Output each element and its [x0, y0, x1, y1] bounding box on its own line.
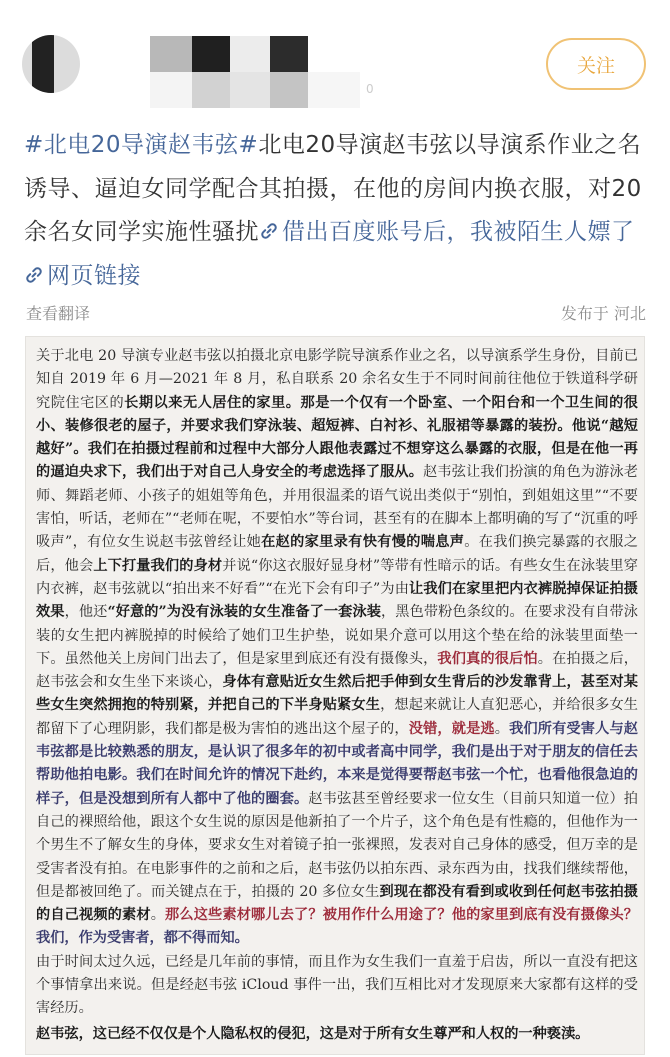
statement-segment: 我们真的很后怕 — [437, 650, 538, 667]
statement-segment: 我们所有受害人与赵韦弦都是比较熟悉的朋友，是认识了很多年的初中或者高中同学，我们是出于对于朋友的信任去帮助他拍电影。我们在时间允许的情况下赴约，本来是觉得要帮赵韦弦一个忙，也看他很急迫的样子，但是没想到所有人都中了他的圈套。 — [36, 720, 638, 807]
post-header — [0, 0, 670, 120]
avatar[interactable] — [22, 35, 80, 93]
post-text — [24, 124, 650, 298]
statement-segment: “好意的”为没有泳装的女生准备了一套泳装 — [107, 604, 382, 621]
statement-conclusion: 赵韦弦，这已经不仅仅是个人隐私权的侵犯，这是对于所有女生尊严和人权的一种亵渎。 — [36, 1025, 590, 1042]
statement-segment: 。 — [494, 720, 510, 737]
statement-paragraph-1 — [36, 345, 638, 951]
statement-segment: 。在拍摄之后，赵韦弦会和女生坐下来谈心， — [36, 650, 638, 691]
link-article-text: 借出百度账号后，我被陌生人嫖了 — [282, 219, 635, 245]
statement-segment: ，他还 — [64, 604, 108, 621]
hashtag-link[interactable]: #北电20导演赵韦弦# — [24, 132, 259, 158]
statement-image[interactable] — [25, 336, 645, 1055]
link-webpage-text: 网页链接 — [47, 262, 141, 289]
link-icon — [259, 221, 279, 241]
translate-button[interactable]: 查看翻译 — [26, 304, 91, 323]
statement-segment: 赵韦弦甚至曾经要求一位女生（目前只知道一位）拍自己的裸照给他，跟这个女生说的原因是他新拍了一个片子，这个角色是有性瘾的，但他作为一个男生不了解女生的身体，要求女生对着镜子拍一张裸照，发表对自己身体的感受，但万幸的是受害者没有拍。在电影事件的之前和之后，赵韦弦仍以拍东西、录东西为由，找我们继续帮他，但是都被回绝了。而关键点在于，拍摄的 20 多位女生 — [36, 790, 638, 900]
username-censored[interactable] — [150, 36, 360, 108]
statement-segment: 在赵的家里录有快有慢的喘息声 — [261, 534, 465, 551]
statement-segment: 。在我们换完暴露的衣服之后，他会 — [36, 534, 638, 574]
post-location: 发布于 河北 — [560, 304, 646, 323]
statement-segment: 并说“你这衣服好显身材”等带有性暗示的话。有些女生在泳装里穿内衣裤，赵韦弦就以“拍出来不好看”“在光下会有印子”为由 — [36, 557, 638, 597]
statement-segment: 那么这些素材哪儿去了？被用作什么用途了？他的家里到底有没有摄像头？ — [165, 907, 638, 924]
link-icon — [24, 265, 44, 285]
statement-segment: 没错，就是逃 — [408, 720, 495, 737]
statement-segment: ，黑色带粉色条纹的。在要求没有自带泳装的女生把内裤脱掉的时候给了她们卫生护垫，说如果介意可以用这个垫在给的泳装里面垫一下。虽然他关上房间门出去了，但是家里到底还有没有摄像头， — [36, 604, 638, 667]
post-meta-partial: 0 — [366, 82, 374, 96]
post-body: 北电20导演赵韦弦以导演系作业之名诱导、逼迫女同学配合其拍摄，在他的房间内换衣服，对20余名女同学实施性骚扰 — [24, 132, 642, 245]
statement-segment: 长期以来无人居住的家里。那是一个仅有一个卧室、一个阳台和一个卫生间的很小、装修很老的屋子，并要求我们穿泳装、超短裤、白衬衫、礼服裙等暴露的装扮。他说“越短越好”。我们在拍摄过程前和过程中大部分人跟他表露过不想穿这么暴露的衣服，但是在他一再的逼迫央求下，我们出于对自己人身安全的考虑选择了服从。 — [36, 394, 638, 481]
statement-text — [36, 345, 638, 1046]
statement-segment: 赵韦弦让我们扮演的角色为游泳老师、舞蹈老师、小孩子的姐姐等角色，并用很温柔的语气说出类似于“别怕，到姐姐这里”“不要害怕，听话，老师在”“老师在呢，不要怕水”等台词，甚至有的在脚本上都明确的写了“沉重的呼吸声”，有位女生说赵韦弦曾经让她 — [36, 464, 638, 551]
statement-segment: ，想起来就让人直犯恶心，并给很多女生都留下了心理阴影，我们都是极为害怕的逃出这个屋子的， — [36, 697, 638, 737]
statement-segment: 上下打量我们的身材 — [93, 557, 223, 574]
statement-segment: 我们，作为受害者，都不得而知。 — [36, 930, 249, 947]
statement-paragraph-3 — [36, 1023, 638, 1046]
avatar-censor-block — [32, 35, 54, 93]
statement-segment: 关于北电 20 导演专业赵韦弦以拍摄北京电影学院导演系作业之名，以导演系学生身份，目前已知自 2019 年 6 月—2021 年 8 月，私自联系 20 余名女生于不同时间前往他位于铁道科学研究院住宅区的 — [36, 348, 638, 411]
follow-button[interactable]: 关注 — [546, 38, 646, 90]
statement-segment: 身体有意贴近女生然后把手伸到女生背后的沙发靠背上，甚至对某些女生突然拥抱的特别紧，并把自己的下半身贴紧女生 — [36, 674, 638, 714]
link-article[interactable] — [259, 219, 635, 245]
link-webpage[interactable] — [24, 263, 141, 289]
statement-segment: 。 — [150, 907, 166, 924]
statement-paragraph-2: 由于时间太过久远，已经是几年前的事情，而且作为女生我们一直羞于启齿，所以一直没有把这个事情拿出来说。但是经赵韦弦 iCloud 事件一出，我们互相比对才发现原来大家都有这样的受害经历。 — [36, 953, 638, 1017]
statement-segment: 让我们在家里把内衣裤脱掉保证拍摄效果 — [36, 580, 638, 621]
statement-segment: 到现在都没有看到或收到任何赵韦弦拍摄的自己视频的素材 — [36, 883, 638, 924]
